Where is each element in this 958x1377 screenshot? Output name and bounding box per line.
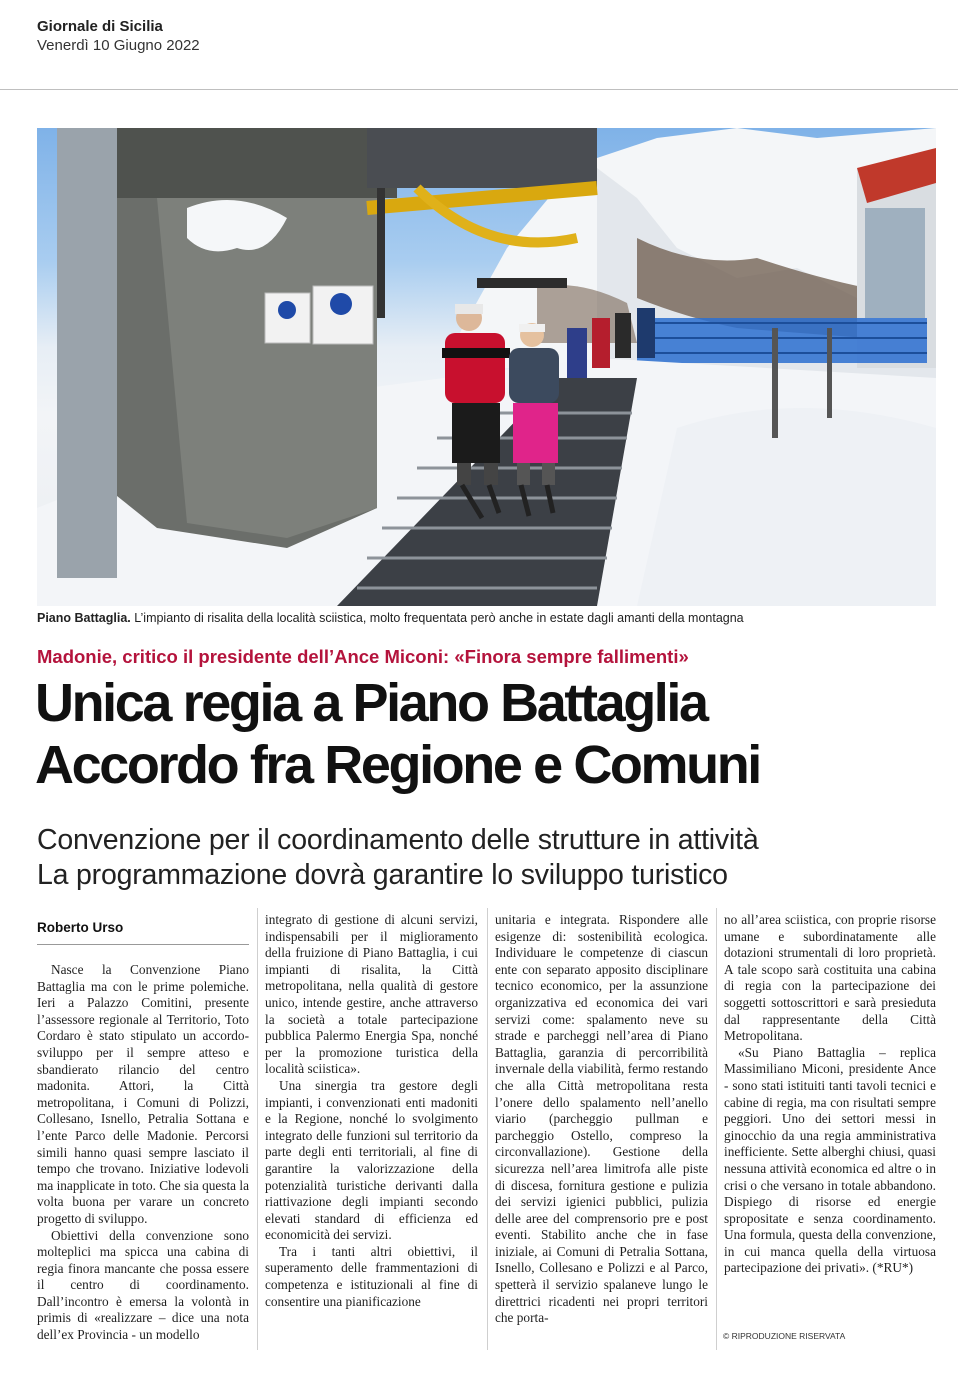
issue-date: Venerdì 10 Giugno 2022 xyxy=(37,37,200,54)
paragraph: no all’area sciistica, con proprie risorse umane e subordinatamente alle dotazioni strumentali di loro proprietà. A tale scopo sarà costituita una cabina di regia con la partecipazione dei soggetti sottoscrittori e sarà presieduta dal rappresentante della Città Metropolitana. xyxy=(724,912,936,1044)
article-column-4 xyxy=(724,912,936,1277)
header-divider xyxy=(0,89,958,90)
copyright-notice: © RIPRODUZIONE RISERVATA xyxy=(723,1331,846,1341)
paragraph: Obiettivi della convenzione sono molteplici ma spicca una cabina di regia finora mancante che possa essere il centro di coordinamento. Dall’incontro è emersa la volontà in primis di «realizzare – dice una nota dell’ex Provincia - un modello xyxy=(37,1227,249,1343)
subheadline-line-1: Convenzione per il coordinamento delle strutture in attività xyxy=(37,824,759,856)
column-divider xyxy=(716,908,717,1350)
paragraph: integrato di gestione di alcuni servizi, indispensabili per il miglioramento della fruizione di Piano Battaglia, i cui impianti di risalita, la Città metropolitana, nella qualità di gestore unico, intende gestire, anche attraverso la società a totale partecipazione pubblica Palermo Energia Spa, nonché per la promozione turistica della località sciistica». xyxy=(265,912,478,1077)
paragraph: Nasce la Convenzione Piano Battaglia ma con le prime polemiche. Ieri a Palazzo Comitini, presente l’assessore regionale al Territorio, Toto Cordaro è stato stipulato un accordo-sviluppo per il sempre atteso e sbandierato rilancio del centro madonita. Attori, la Città metropolitana, i Comuni di Polizzi, Collesano, Isnello, Petralia Sottana e l’ente Parco delle Madonie. Percorsi simili hanno quasi sempre lasciato il tempo che trovano. Iniziative lodevoli ma inapplicate in toto. Che sia questa la volta buona per varare un concreto progetto di sviluppo. xyxy=(37,962,249,1226)
article-column-3 xyxy=(495,912,708,1327)
masthead xyxy=(37,18,200,55)
paragraph: Una sinergia tra gestore degli impianti, i convenzionati enti madoniti e la Regione, nonché lo svolgimento integrato delle funzioni sul territorio da parte degli enti territoriali, al fine di garantire la valorizzazione della potenzialità turistiche derivanti dalla riattivazione degli impianti secondo elevati standard di efficienza ed economicità dei servizi. xyxy=(265,1077,478,1243)
subheadline xyxy=(37,823,947,893)
paragraph: «Su Piano Battaglia – replica Massimiliano Miconi, presidente Ance - sono stati istituiti tanti tavoli tecnici e cabine di regia, ma con risultati sempre peggiori. Uno dei settori messi in ginocchio da una regia amministrativa inefficiente. Sette alberghi chiusi, quasi nessuna attività economica ed altre o in crisi o che versano in totale abbandono. Dispiego di risorse ed energie spropositate e senza coordinamento. Una formula, questa della convenzione, in cui manca quella della virtuosa partecipazione dei privati». (*RU*) xyxy=(724,1044,936,1276)
caption-lead: Piano Battaglia. xyxy=(37,611,131,625)
kicker: Madonie, critico il presidente dell’Ance Miconi: «Finora sempre fallimenti» xyxy=(37,646,689,667)
article-column-2 xyxy=(265,912,478,1310)
paragraph: unitaria e integrata. Rispondere alle esigenze di: sostenibilità ecologica. Individuare le competenze di ciascun ente con separato apposito disciplinare tecnico economico, per la assunzione organizzativa ed economica dei vari servizi come: spalamento neve su strade e parcheggi nell’area di Piano Battaglia, garanzia di percorribilità invernale della viabilità, fermo restando che alla Città metropolitana resta l’onere dello spalamento nell’anello viario (parcheggio pullman e parcheggio Ostello, compreso la circonvallazione). Gestione della sicurezza nell’area limitrofa alle piste di discesa, fornitura gestione e pulizia dei servizi igienici pubblici, pulizia delle aree del comprensorio pre e post eventi. Stabilito anche che in fase iniziale, ai Comuni di Petralia Sottana, Isnello, Collesano e Polizzi e al Parco, spetterà il servizio spalaneve lungo le direttrici ricadenti nei propri territori che porta- xyxy=(495,912,708,1326)
byline: Roberto Urso xyxy=(37,920,124,935)
ski-lift-photo-icon xyxy=(37,128,936,606)
article-photo xyxy=(37,128,936,606)
paragraph: Tra i tanti altri obiettivi, il superamento delle frammentazioni di competenza e istituzionali al fine di consentire una pianificazione xyxy=(265,1243,478,1309)
headline-line-1: Unica regia a Piano Battaglia xyxy=(35,673,707,733)
headline xyxy=(35,672,945,796)
headline-line-2: Accordo fra Regione e Comuni xyxy=(35,735,760,795)
newspaper-name: Giornale di Sicilia xyxy=(37,18,163,35)
column-divider xyxy=(487,908,488,1350)
column-divider xyxy=(257,908,258,1350)
article-column-1 xyxy=(37,962,249,1344)
byline-divider xyxy=(37,944,249,945)
subheadline-line-2: La programmazione dovrà garantire lo sviluppo turistico xyxy=(37,859,728,891)
photo-caption xyxy=(37,611,936,625)
caption-text: L’impianto di risalita della località sciistica, molto frequentata però anche in estate dagli amanti della montagna xyxy=(130,611,744,625)
